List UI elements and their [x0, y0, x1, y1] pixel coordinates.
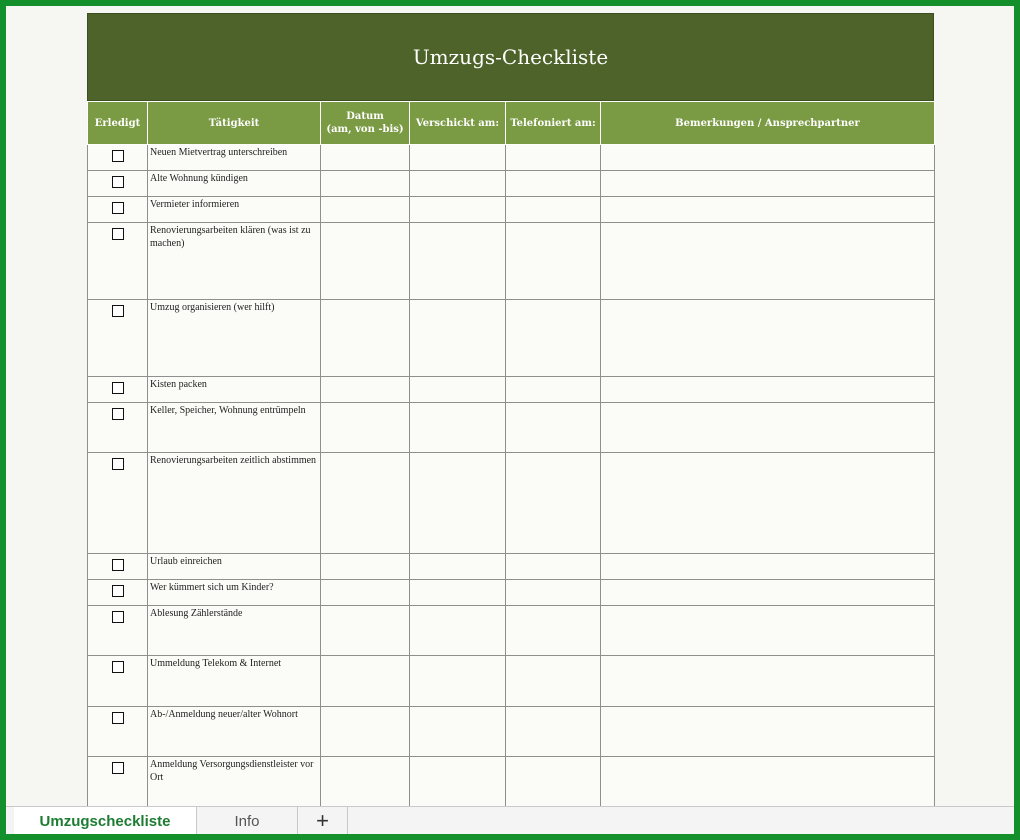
- done-cell[interactable]: [88, 554, 148, 580]
- phoned-cell[interactable]: [506, 197, 601, 223]
- task-cell[interactable]: Ab-/Anmeldung neuer/alter Wohnort: [148, 707, 321, 757]
- table-row: [88, 656, 935, 707]
- checkbox[interactable]: [112, 611, 124, 623]
- checkbox[interactable]: [112, 458, 124, 470]
- remarks-cell[interactable]: [601, 377, 935, 403]
- sent-cell[interactable]: [410, 171, 506, 197]
- header-task: Tätigkeit: [148, 102, 321, 145]
- date-cell[interactable]: [321, 171, 410, 197]
- phoned-cell[interactable]: [506, 580, 601, 606]
- checkbox[interactable]: [112, 176, 124, 188]
- done-cell[interactable]: [88, 197, 148, 223]
- done-cell[interactable]: [88, 171, 148, 197]
- checkbox[interactable]: [112, 202, 124, 214]
- task-cell[interactable]: Neuen Mietvertrag unterschreiben: [148, 145, 321, 171]
- remarks-cell[interactable]: [601, 580, 935, 606]
- done-cell[interactable]: [88, 656, 148, 707]
- date-cell[interactable]: [321, 403, 410, 453]
- task-cell[interactable]: Umzug organisieren (wer hilft): [148, 300, 321, 377]
- done-cell[interactable]: [88, 453, 148, 554]
- task-cell[interactable]: Vermieter informieren: [148, 197, 321, 223]
- done-cell[interactable]: [88, 606, 148, 656]
- task-cell[interactable]: Ummeldung Telekom & Internet: [148, 656, 321, 707]
- header-date-line2: (am, von -bis): [326, 124, 404, 135]
- date-cell[interactable]: [321, 656, 410, 707]
- sent-cell[interactable]: [410, 145, 506, 171]
- date-cell[interactable]: [321, 580, 410, 606]
- phoned-cell[interactable]: [506, 145, 601, 171]
- date-cell[interactable]: [321, 223, 410, 300]
- table-row: [88, 453, 935, 554]
- checkbox[interactable]: [112, 762, 124, 774]
- header-date: [321, 102, 410, 145]
- remarks-cell[interactable]: [601, 453, 935, 554]
- checkbox[interactable]: [112, 559, 124, 571]
- done-cell[interactable]: [88, 403, 148, 453]
- table-row: [88, 300, 935, 377]
- remarks-cell[interactable]: [601, 707, 935, 757]
- header-remarks: Bemerkungen / Ansprechpartner: [601, 102, 935, 145]
- done-cell[interactable]: [88, 580, 148, 606]
- table-row: [88, 197, 935, 223]
- remarks-cell[interactable]: [601, 300, 935, 377]
- phoned-cell[interactable]: [506, 300, 601, 377]
- phoned-cell[interactable]: [506, 606, 601, 656]
- header-date-line1: Datum: [346, 111, 384, 122]
- phoned-cell[interactable]: [506, 554, 601, 580]
- checklist-table: [87, 101, 935, 817]
- checkbox[interactable]: [112, 150, 124, 162]
- checkbox[interactable]: [112, 712, 124, 724]
- sent-cell[interactable]: [410, 707, 506, 757]
- remarks-cell[interactable]: [601, 656, 935, 707]
- tab-umzugscheckliste[interactable]: Umzugscheckliste: [14, 807, 196, 835]
- date-cell[interactable]: [321, 453, 410, 554]
- date-cell[interactable]: [321, 300, 410, 377]
- date-cell[interactable]: [321, 197, 410, 223]
- phoned-cell[interactable]: [506, 656, 601, 707]
- table-row: [88, 554, 935, 580]
- table-row: [88, 606, 935, 656]
- date-cell[interactable]: [321, 606, 410, 656]
- header-row: [88, 102, 935, 145]
- table-row: [88, 145, 935, 171]
- remarks-cell[interactable]: [601, 171, 935, 197]
- sent-cell[interactable]: [410, 606, 506, 656]
- task-cell[interactable]: Wer kümmert sich um Kinder?: [148, 580, 321, 606]
- phoned-cell[interactable]: [506, 377, 601, 403]
- checkbox[interactable]: [112, 382, 124, 394]
- checklist-sheet: [87, 13, 934, 817]
- remarks-cell[interactable]: [601, 145, 935, 171]
- remarks-cell[interactable]: [601, 606, 935, 656]
- phoned-cell[interactable]: [506, 707, 601, 757]
- done-cell[interactable]: [88, 300, 148, 377]
- date-cell[interactable]: [321, 145, 410, 171]
- task-cell[interactable]: Renovierungsarbeiten zeitlich abstimmen: [148, 453, 321, 554]
- sheet-tab-bar: [6, 806, 1014, 835]
- date-cell[interactable]: [321, 554, 410, 580]
- sent-cell[interactable]: [410, 656, 506, 707]
- add-sheet-icon[interactable]: +: [298, 807, 348, 835]
- done-cell[interactable]: [88, 377, 148, 403]
- task-cell[interactable]: Renovierungsarbeiten klären (was ist zu machen): [148, 223, 321, 300]
- checkbox[interactable]: [112, 585, 124, 597]
- task-cell[interactable]: Anmeldung Versorgungsdienstleister vor Ort: [148, 757, 321, 817]
- task-cell[interactable]: Urlaub einreichen: [148, 554, 321, 580]
- task-cell[interactable]: Alte Wohnung kündigen: [148, 171, 321, 197]
- table-row: [88, 377, 935, 403]
- date-cell[interactable]: [321, 707, 410, 757]
- sent-cell[interactable]: [410, 377, 506, 403]
- header-phoned: Telefoniert am:: [506, 102, 601, 145]
- phoned-cell[interactable]: [506, 171, 601, 197]
- checkbox[interactable]: [112, 228, 124, 240]
- sent-cell[interactable]: [410, 453, 506, 554]
- done-cell[interactable]: [88, 145, 148, 171]
- sent-cell[interactable]: [410, 554, 506, 580]
- table-row: [88, 580, 935, 606]
- phoned-cell[interactable]: [506, 403, 601, 453]
- sent-cell[interactable]: [410, 223, 506, 300]
- remarks-cell[interactable]: [601, 554, 935, 580]
- sent-cell[interactable]: [410, 300, 506, 377]
- checkbox[interactable]: [112, 661, 124, 673]
- checkbox[interactable]: [112, 305, 124, 317]
- date-cell[interactable]: [321, 377, 410, 403]
- done-cell[interactable]: [88, 707, 148, 757]
- done-cell[interactable]: [88, 223, 148, 300]
- table-row: [88, 171, 935, 197]
- task-cell[interactable]: Keller, Speicher, Wohnung entrümpeln: [148, 403, 321, 453]
- task-cell[interactable]: Kisten packen: [148, 377, 321, 403]
- sent-cell[interactable]: [410, 580, 506, 606]
- phoned-cell[interactable]: [506, 453, 601, 554]
- tab-info[interactable]: Info: [196, 807, 298, 835]
- sheet-title: Umzugs-Checkliste: [87, 13, 934, 101]
- remarks-cell[interactable]: [601, 197, 935, 223]
- sent-cell[interactable]: [410, 197, 506, 223]
- table-row: [88, 223, 935, 300]
- phoned-cell[interactable]: [506, 223, 601, 300]
- table-row: [88, 403, 935, 453]
- remarks-cell[interactable]: [601, 223, 935, 300]
- task-cell[interactable]: Ablesung Zählerstände: [148, 606, 321, 656]
- checkbox[interactable]: [112, 408, 124, 420]
- header-done: Erledigt: [88, 102, 148, 145]
- remarks-cell[interactable]: [601, 403, 935, 453]
- header-sent: Verschickt am:: [410, 102, 506, 145]
- table-row: [88, 707, 935, 757]
- sent-cell[interactable]: [410, 403, 506, 453]
